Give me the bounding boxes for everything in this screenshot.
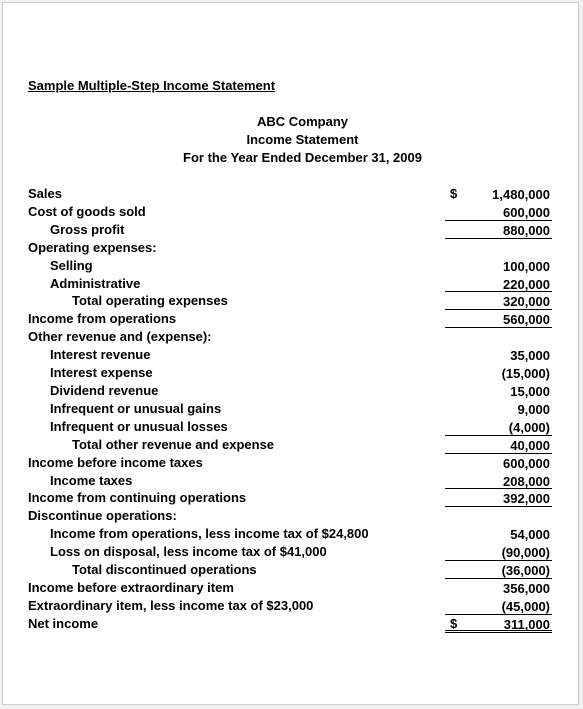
line-item-label: Income from operations, less income tax of $24,800 <box>50 526 369 542</box>
line-item-amount: 356,000 <box>503 580 550 596</box>
table-row <box>3 561 580 579</box>
line-item-amount: (36,000) <box>445 561 552 579</box>
company-name: ABC Company <box>256 114 348 129</box>
line-item-label: Selling <box>50 257 93 273</box>
line-item-amount: 9,000 <box>517 401 550 417</box>
line-item-amount: 40,000 <box>445 436 552 454</box>
line-item-label: Infrequent or unusual gains <box>50 400 222 416</box>
table-row <box>3 292 580 310</box>
line-item-amount <box>445 507 552 525</box>
line-item-label: Infrequent or unusual losses <box>50 418 228 434</box>
line-item-amount: 208,000 <box>445 472 552 490</box>
line-item-label: Total discontinued operations <box>72 562 257 578</box>
table-row <box>3 418 580 436</box>
line-item-amount: (4,000) <box>445 418 552 436</box>
line-item-label: Discontinue operations: <box>28 508 177 524</box>
line-item-label: Gross profit <box>50 221 125 237</box>
table-row <box>3 436 580 454</box>
line-item-label: Interest expense <box>50 365 153 381</box>
table-row <box>3 364 580 382</box>
table-row <box>3 257 580 275</box>
statement-name: Income Statement <box>246 132 359 147</box>
table-row <box>3 328 580 346</box>
table-row <box>3 543 580 561</box>
document-page <box>2 2 579 705</box>
line-item-label: Extraordinary item, less income tax of $23,000 <box>28 597 314 613</box>
line-item-label: Income before income taxes <box>28 454 203 470</box>
line-item-amount: 311,000 <box>445 615 552 633</box>
line-item-amount: 392,000 <box>445 489 552 507</box>
line-item-amount: 220,000 <box>445 275 552 293</box>
line-item-label: Loss on disposal, less income tax of $41,000 <box>50 544 327 560</box>
table-row <box>3 597 580 615</box>
table-row <box>3 221 580 239</box>
table-row <box>3 310 580 328</box>
line-item-label: Income before extraordinary item <box>28 579 234 595</box>
line-item-amount: 35,000 <box>510 348 550 364</box>
line-item-label: Operating expenses: <box>28 239 157 255</box>
line-item-label: Income taxes <box>50 472 133 488</box>
line-item-label: Dividend revenue <box>50 382 159 398</box>
line-item-amount: 600,000 <box>503 455 550 471</box>
line-item-amount: 320,000 <box>445 292 552 310</box>
line-item-label: Net income <box>28 615 99 631</box>
line-item-amount: (15,000) <box>501 366 550 382</box>
table-row <box>3 346 580 364</box>
table-row <box>3 489 580 507</box>
statement-period: For the Year Ended December 31, 2009 <box>183 150 422 165</box>
line-item-label: Sales <box>28 186 62 201</box>
line-item-amount: 54,000 <box>510 527 550 543</box>
dollar-sign: $ <box>450 615 458 631</box>
table-row <box>3 615 580 633</box>
line-item-label: Cost of goods sold <box>28 203 146 219</box>
document-title: Sample Multiple-Step Income Statement <box>28 78 276 93</box>
line-item-label: Other revenue and (expense): <box>28 329 212 345</box>
line-item-label: Administrative <box>50 275 141 291</box>
table-row <box>3 454 580 472</box>
table-row <box>3 239 580 257</box>
line-item-amount: 560,000 <box>445 310 552 328</box>
line-item-amount: 15,000 <box>510 383 550 399</box>
table-row <box>3 203 580 221</box>
table-row <box>3 275 580 293</box>
table-row <box>3 382 580 400</box>
line-item-amount: (45,000) <box>445 597 552 615</box>
dollar-sign: $ <box>450 186 458 201</box>
line-item-label: Income from continuing operations <box>28 490 247 506</box>
line-item-label: Total other revenue and expense <box>72 436 275 452</box>
line-item-label: Total operating expenses <box>72 293 228 309</box>
table-row <box>3 507 580 525</box>
line-item-amount <box>445 239 552 257</box>
line-item-amount: 1,480,000 <box>492 187 550 202</box>
line-item-amount: 100,000 <box>503 258 550 274</box>
table-row <box>3 525 580 543</box>
table-row <box>3 185 580 203</box>
line-item-amount: 600,000 <box>445 203 552 221</box>
table-row <box>3 400 580 418</box>
line-item-amount <box>445 328 552 346</box>
table-row <box>3 579 580 597</box>
line-item-label: Income from operations <box>28 311 177 327</box>
table-row <box>3 472 580 490</box>
income-statement-table <box>3 185 580 633</box>
line-item-label: Interest revenue <box>50 347 151 363</box>
line-item-amount: 880,000 <box>445 221 552 239</box>
line-item-amount: (90,000) <box>445 543 552 561</box>
